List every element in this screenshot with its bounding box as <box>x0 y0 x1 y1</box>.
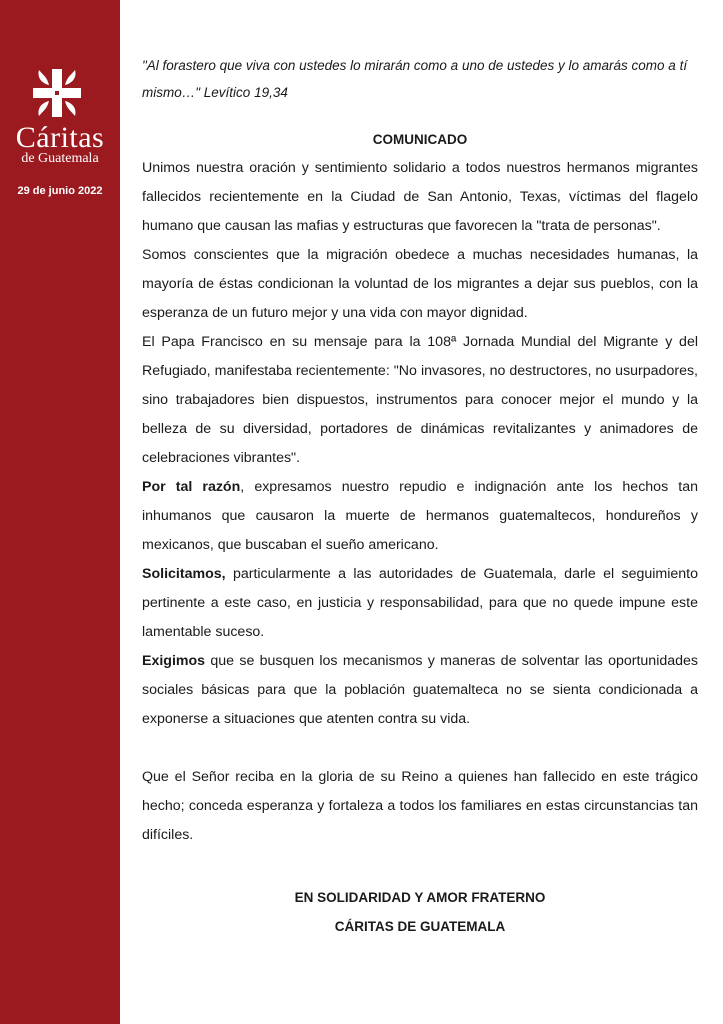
document-date: 29 de junio 2022 <box>17 185 103 197</box>
caritas-cross-icon <box>31 67 83 119</box>
paragraph-5 <box>142 560 698 647</box>
paragraph-6-lead: Exigimos <box>142 653 206 669</box>
closing-block <box>142 883 698 941</box>
logo-subtitle: de Guatemala <box>21 151 99 166</box>
logo-title: Cáritas <box>15 121 105 154</box>
closing-signature: CÁRITAS DE GUATEMALA <box>334 919 506 934</box>
epigraph-quote: "Al forastero que viva con ustedes lo mirarán como a uno de ustedes y lo amarás como a tí mismo…" Levítico 19,34 <box>142 58 688 100</box>
paragraph-7: Que el Señor reciba en la gloria de su Reino a quienes han fallecido en este trágico hecho; conceda esperanza y fortaleza a todos los familiares en estas circunstancias tan difíciles. <box>142 769 698 843</box>
paragraph-2: Somos conscientes que la migración obedece a muchas necesidades humanas, la mayoría de éstas condicionan la voluntad de los migrantes a dejar sus pueblos, con la esperanza de un futuro mejor y una vida con mayor dignidad. <box>142 247 698 321</box>
paragraph-4 <box>142 473 698 560</box>
paragraph-3: El Papa Francisco en su mensaje para la 108ª Jornada Mundial del Migrante y del Refugiado, manifestaba recientemente: "No invasores, no destructores, no usurpadores, sino trabajadores bien dispuestos, instrumentos para conocer mejor el mundo y la belleza de su diversidad, portadores de dinámicas revitalizantes y animadores de celebraciones vibrantes". <box>142 334 698 466</box>
paragraph-4-text: , expresamos nuestro repudio e indignación ante los hechos tan inhumanos que causaron la muerte de hermanos guatemaltecos, hondureños y mexicanos, que buscaban el sueño americano. <box>142 479 698 553</box>
paragraph-6 <box>142 647 698 734</box>
paragraph-5-lead: Solicitamos, <box>142 566 226 582</box>
spacer <box>142 734 698 763</box>
document-title: COMUNICADO <box>372 132 468 147</box>
sidebar <box>0 0 120 1024</box>
paragraph-6-text: que se busquen los mecanismos y maneras de solventar las oportunidades sociales básicas para que la población guatemalteca no se sienta condicionada a exponerse a situaciones que atenten contra su vida. <box>142 653 698 727</box>
document-body <box>142 52 698 941</box>
paragraph-4-lead: Por tal razón <box>142 479 241 495</box>
closing-line-1: EN SOLIDARIDAD Y AMOR FRATERNO <box>294 890 546 905</box>
paragraph-5-text: particularmente a las autoridades de Guatemala, darle el seguimiento pertinente a este caso, en justicia y responsabilidad, para que no quede impune este lamentable suceso. <box>142 566 698 640</box>
paragraph-1: Unimos nuestra oración y sentimiento solidario a todos nuestros hermanos migrantes fallecidos recientemente en la Ciudad de San Antonio, Texas, víctimas del flagelo humano que causan las mafias y estructuras que favorecen la "trata de personas". <box>142 160 698 234</box>
